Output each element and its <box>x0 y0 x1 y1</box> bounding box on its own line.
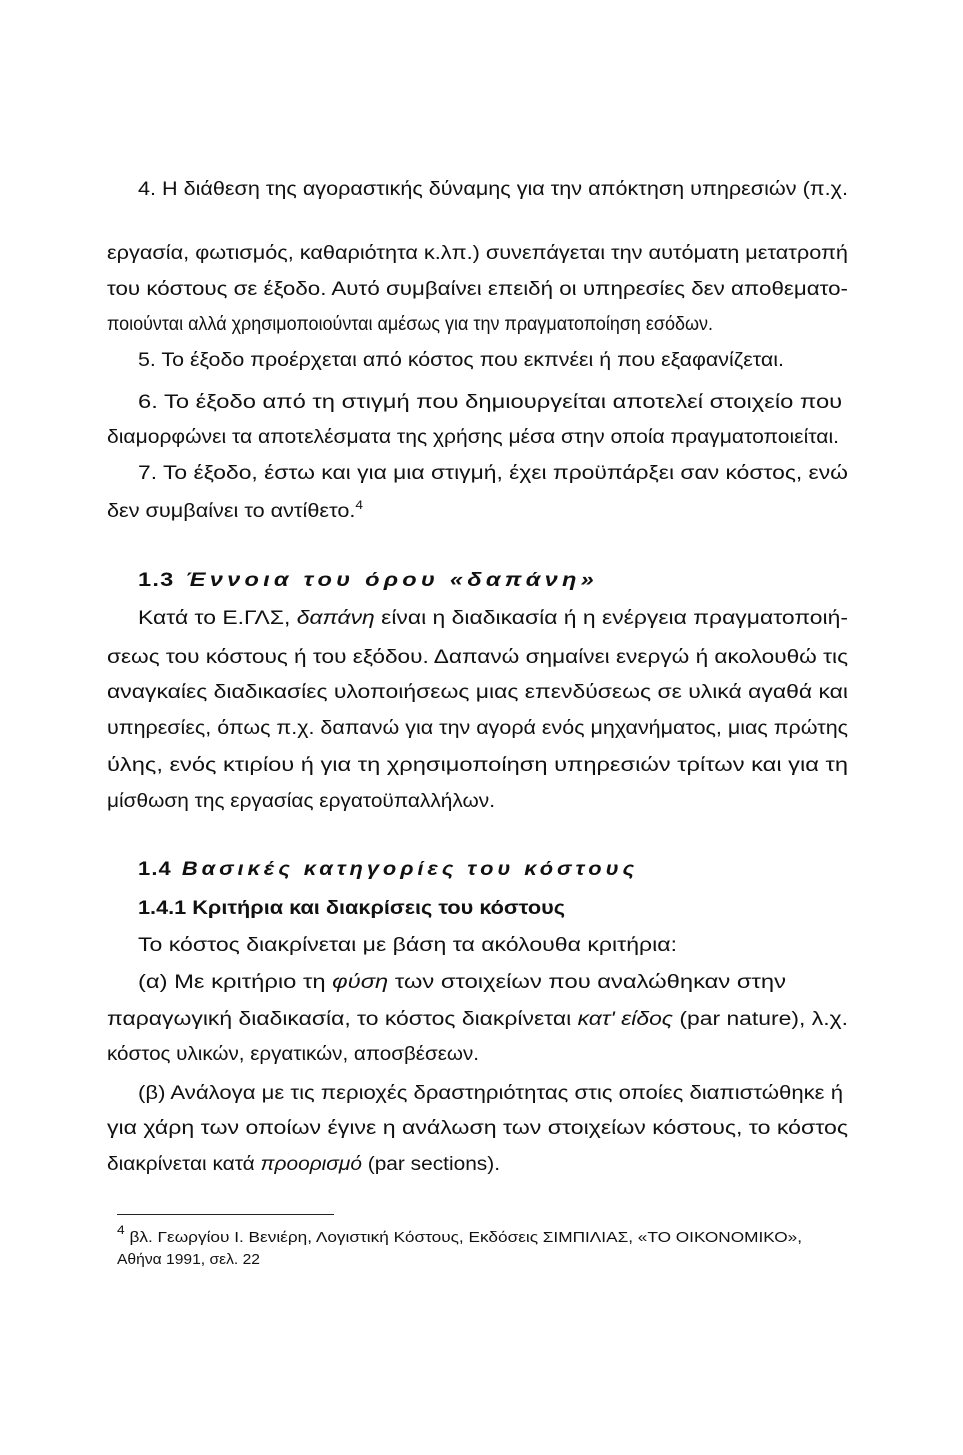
criterion-a-line1 <box>138 971 963 995</box>
text: (α) Με κριτήριο τη <box>138 972 333 993</box>
item4-line3: του κόστους σε έξοδο. Αυτό συμβαίνει επειδή οι υπηρεσίες δεν αποθεματο- <box>107 279 848 300</box>
term-kat-eidos: κατ' είδος <box>577 1009 673 1030</box>
section-1-4-number: 1.4 <box>138 859 172 880</box>
criterion-b-line1: (β) Ανάλογα με τις περιοχές δραστηριότητας στις οποίες διαπιστώθηκε ή <box>138 1083 844 1104</box>
section-1-4-1-title: Κριτήρια και διακρίσεις του κόστους <box>192 898 566 919</box>
item7-line2 <box>107 500 963 524</box>
item6-line2: διαμορφώνει τα αποτελέσματα της χρήσης μέσα στην οποία πραγματοποιείται. <box>107 427 839 448</box>
footnote-ref-4[interactable]: 4 <box>355 498 363 512</box>
footnote-separator <box>117 1214 334 1215</box>
section-1-4-1-number: 1.4.1 <box>138 898 187 919</box>
section-1-3-line3: αναγκαίες διαδικασίες υλοποιήσεως μιας επενδύσεως σε υλικά αγαθά και <box>107 682 849 703</box>
text: διακρίνεται κατά <box>107 1154 261 1175</box>
item4-line4: ποιούνται αλλά χρησιμοποιούνται αμέσως για την πραγματοποίηση εσόδων. <box>107 314 713 335</box>
text: (par sections). <box>361 1154 501 1175</box>
section-1-4-1-heading <box>138 897 963 921</box>
criteria-intro: Το κόστος διακρίνεται με βάση τα ακόλουθα κριτήρια: <box>138 935 677 956</box>
section-1-4-title: Βασικές κατηγορίες του κόστους <box>181 859 638 880</box>
footnote-line2: Αθήνα 1991, σελ. 22 <box>117 1251 260 1268</box>
text: είναι η διαδικασία ή η ενέργεια πραγματοποιή- <box>374 608 848 629</box>
footnote-marker: 4 <box>117 1223 125 1237</box>
section-1-3-line1 <box>138 607 963 631</box>
section-1-3-line5: ύλης, ενός κτιρίου ή για τη χρησιμοποίηση υπηρεσιών τρίτων και για τη <box>107 755 848 776</box>
footnote-text: βλ. Γεωργίου Ι. Βενιέρη, Λογιστική Κόστους, Εκδόσεις ΣΙΜΠΙΛΙΑΣ, «ΤΟ ΟΙΚΟΝΟΜΙΚΟ», <box>124 1229 803 1246</box>
section-1-3-number: 1.3 <box>138 570 175 591</box>
section-1-3-line4: υπηρεσίες, όπως π.χ. δαπανώ για την αγορά ενός μηχανήματος, μιας πρώτης <box>107 718 848 739</box>
criterion-a-line3: κόστος υλικών, εργατικών, αποσβέσεων. <box>107 1044 479 1065</box>
item4-line1: 4. Η διάθεση της αγοραστικής δύναμης για την απόκτηση υπηρεσιών (π.χ. <box>138 179 848 200</box>
term-proorismo: προορισμό <box>260 1154 362 1175</box>
criterion-b-line3 <box>107 1153 963 1177</box>
section-1-3-line6: μίσθωση της εργασίας εργατοϋπαλλήλων. <box>107 791 495 812</box>
term-dapani: δαπάνη <box>296 608 375 629</box>
item7-line2-text: δεν συμβαίνει το αντίθετο. <box>107 501 356 522</box>
term-fysi: φύση <box>332 972 389 993</box>
footnote-line1 <box>117 1223 963 1248</box>
text: (par nature), λ.χ. <box>672 1009 849 1030</box>
item5: 5. Το έξοδο προέρχεται από κόστος που εκπνέει ή που εξαφανίζεται. <box>138 350 784 371</box>
section-1-3-line2: σεως του κόστους ή του εξόδου. Δαπανώ σημαίνει ενεργώ ή ακολουθώ τις <box>107 647 848 668</box>
text: των στοιχείων που αναλώθηκαν στην <box>388 972 787 993</box>
section-1-4-heading <box>138 858 963 882</box>
criterion-b-line2: για χάρη των οποίων έγινε η ανάλωση των στοιχείων κόστους, το κόστος <box>107 1118 848 1139</box>
item4-line2: εργασία, φωτισμός, καθαριότητα κ.λπ.) συνεπάγεται την αυτόματη μετατροπή <box>107 243 848 264</box>
section-1-3-title: Έννοια του όρου «δαπάνη» <box>185 570 598 591</box>
criterion-a-line2 <box>107 1008 963 1032</box>
text: Κατά το Ε.ΓΛΣ, <box>138 608 297 629</box>
item6-line1: 6. Το έξοδο από τη στιγμή που δημιουργείται αποτελεί στοιχείο που <box>138 392 843 413</box>
text: παραγωγική διαδικασία, το κόστος διακρίνεται <box>107 1009 578 1030</box>
section-1-3-heading <box>138 569 963 593</box>
item7-line1: 7. Το έξοδο, έστω και για μια στιγμή, έχει προϋπάρξει σαν κόστος, ενώ <box>138 463 848 484</box>
